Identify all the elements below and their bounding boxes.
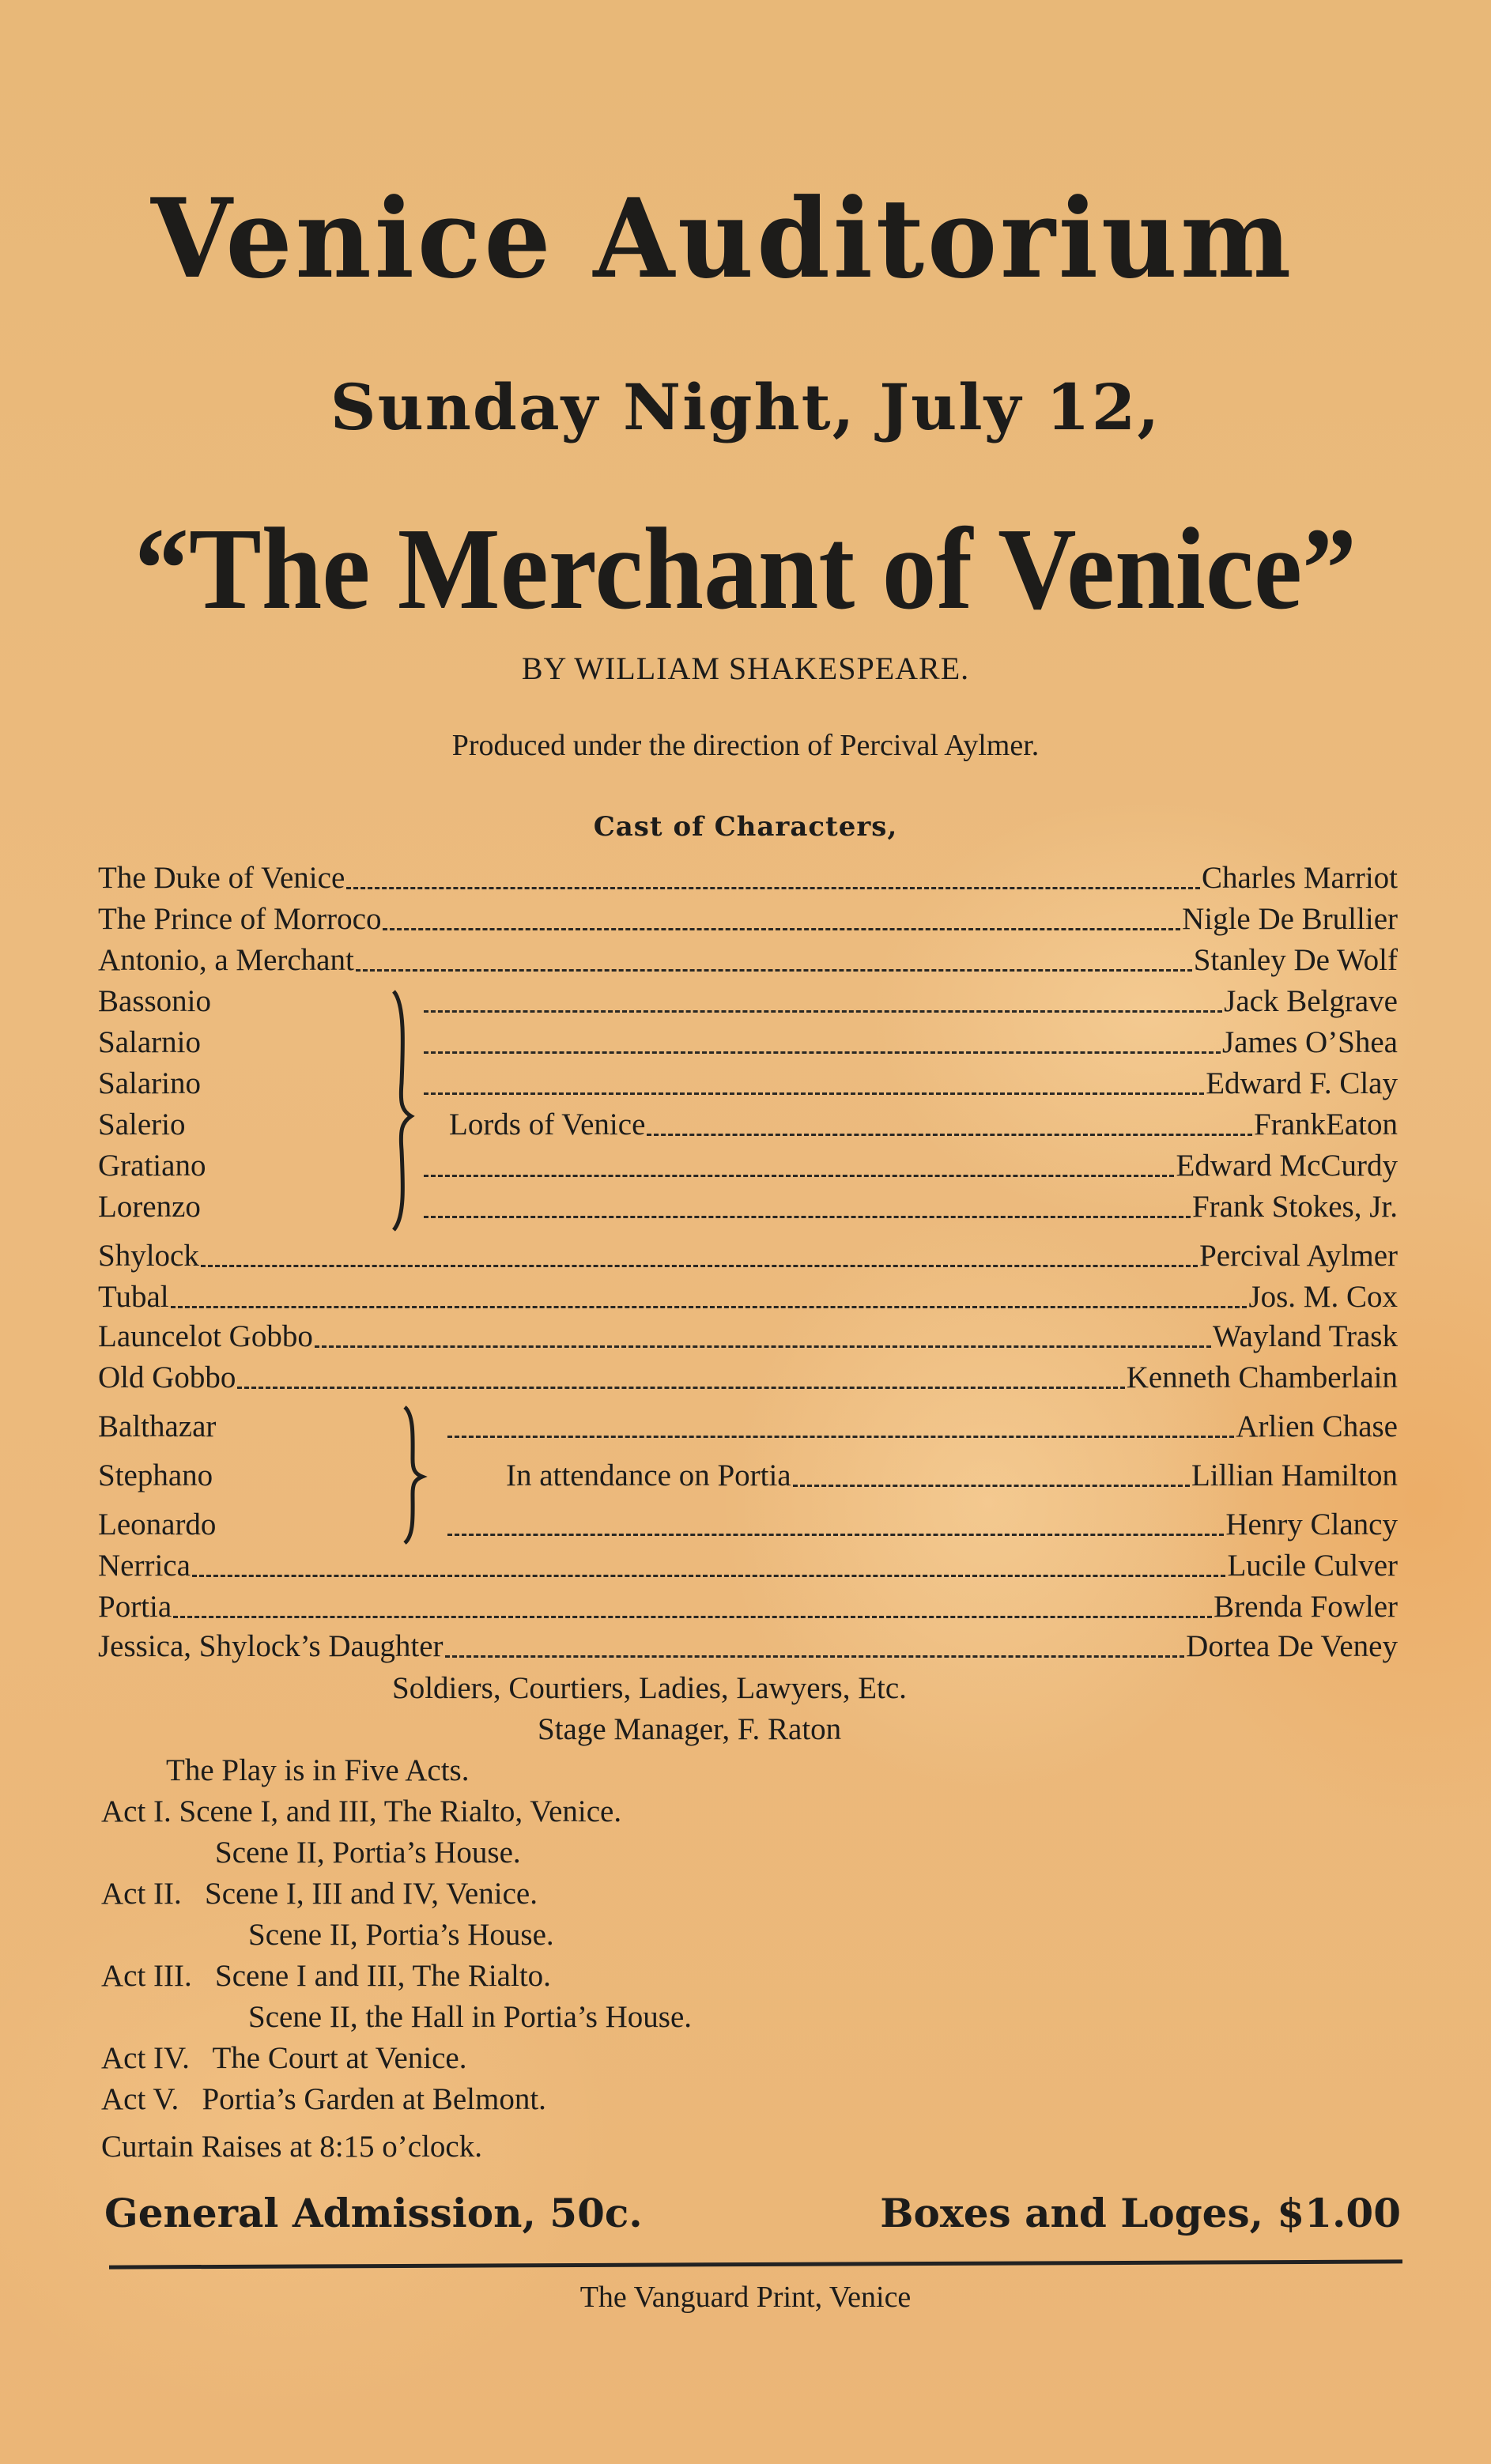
role-name: Old Gobbo: [98, 1360, 236, 1394]
cast-row: [98, 1107, 1398, 1143]
actor-name: Brenda Fowler: [1214, 1590, 1398, 1624]
cast-row: [98, 1238, 1398, 1274]
group-label: In attendance on Portia: [506, 1458, 791, 1492]
cast-row: [98, 1024, 1398, 1061]
play-title: “The Merchant of Venice”: [134, 504, 1357, 634]
dotted-leader: [793, 1485, 1190, 1487]
dotted-leader: [237, 1387, 1124, 1389]
role-name: Nerrica: [98, 1549, 191, 1583]
boxes-loges-price: Boxes and Loges, $1.00: [880, 2190, 1401, 2236]
role-name: Launcelot Gobbo: [98, 1319, 313, 1353]
role-name: Salarino: [98, 1066, 201, 1100]
actor-name: Charles Marriot: [1201, 861, 1398, 895]
cast-row: [98, 1628, 1398, 1665]
actor-name: Lucile Culver: [1227, 1549, 1398, 1583]
cast-row: [98, 1548, 1398, 1584]
cast-row: [98, 860, 1398, 896]
dotted-leader: [447, 1534, 1224, 1536]
actor-name: James O’Shea: [1221, 1025, 1398, 1059]
act-line: Scene II, the Hall in Portia’s House.: [248, 2000, 693, 2034]
divider-rule: [109, 2259, 1402, 2269]
dotted-leader: [171, 1306, 1248, 1308]
dotted-leader: [356, 969, 1192, 972]
actor-name: Percival Aylmer: [1199, 1239, 1398, 1273]
extras-line: Soldiers, Courtiers, Ladies, Lawyers, Etc.: [392, 1671, 907, 1705]
role-name: The Duke of Venice: [98, 861, 345, 895]
actor-name: Frank Stokes, Jr.: [1191, 1190, 1398, 1224]
role-name: The Prince of Morroco: [98, 902, 382, 936]
venue-title: Venice Auditorium: [150, 174, 1295, 303]
group-label: Lords of Venice: [449, 1107, 646, 1141]
general-admission-price: General Admission, 50c.: [104, 2190, 643, 2236]
dotted-leader: [192, 1575, 1226, 1577]
cast-row: [98, 1148, 1398, 1184]
act-line: Scene II, Portia’s House.: [248, 1918, 554, 1952]
printer-credit: The Vanguard Print, Venice: [579, 2281, 912, 2314]
dotted-leader: [424, 1010, 1222, 1013]
actor-name: Jos. M. Cox: [1248, 1280, 1398, 1314]
dotted-leader: [173, 1616, 1212, 1618]
role-name: Portia: [98, 1590, 172, 1624]
dotted-leader: [201, 1265, 1198, 1267]
actor-name: Kenneth Chamberlain: [1126, 1360, 1398, 1394]
act-line: Act II. Scene I, III and IV, Venice.: [101, 1877, 538, 1911]
role-name: Leonardo: [98, 1507, 217, 1541]
cast-row: [98, 983, 1398, 1020]
role-name: Balthazar: [98, 1409, 217, 1443]
actor-name: Edward McCurdy: [1176, 1149, 1398, 1183]
author-line: BY WILLIAM SHAKESPEARE.: [521, 651, 970, 686]
act-line: Scene II, Portia’s House.: [215, 1836, 521, 1870]
role-name: Jessica, Shylock’s Daughter: [98, 1629, 444, 1663]
dotted-leader: [424, 1216, 1191, 1218]
role-name: Salarnio: [98, 1025, 201, 1059]
actor-name: Lillian Hamilton: [1191, 1458, 1398, 1492]
cast-row: [98, 942, 1398, 979]
cast-row: [98, 901, 1398, 938]
curtain-time: Curtain Raises at 8:15 o’clock.: [101, 2130, 482, 2164]
date-line: Sunday Night, July 12,: [330, 370, 1161, 444]
cast-row: [98, 1589, 1398, 1625]
actor-name: FrankEaton: [1254, 1107, 1398, 1141]
cast-row: [98, 1066, 1398, 1102]
dotted-leader: [424, 1051, 1221, 1054]
role-name: Stephano: [98, 1458, 213, 1492]
cast-row: [98, 1409, 1398, 1445]
act-line: Act IV. The Court at Venice.: [101, 2041, 467, 2075]
dotted-leader: [383, 928, 1180, 930]
cast-row: [98, 1458, 1398, 1494]
actor-name: Edward F. Clay: [1206, 1066, 1398, 1100]
role-name: Lorenzo: [98, 1190, 201, 1224]
pricing-line: [104, 2188, 1401, 2239]
stage-manager-line: Stage Manager, F. Raton: [538, 1712, 842, 1746]
cast-row: [98, 1189, 1398, 1225]
dotted-leader: [346, 887, 1200, 889]
act-line: Act V. Portia’s Garden at Belmont.: [101, 2082, 546, 2116]
cast-heading: Cast of Characters,: [593, 811, 898, 843]
director-line: Produced under the direction of Percival Aylmer.: [451, 729, 1040, 762]
role-name: Shylock: [98, 1239, 199, 1273]
role-name: Tubal: [98, 1280, 169, 1314]
cast-row: [98, 1319, 1398, 1355]
cast-row: [98, 1279, 1398, 1315]
dotted-leader: [424, 1092, 1204, 1095]
act-line: Act I. Scene I, and III, The Rialto, Venice.: [101, 1794, 622, 1828]
cast-row: [98, 1360, 1398, 1396]
role-name: Antonio, a Merchant: [98, 943, 354, 977]
act-line: Act III. Scene I and III, The Rialto.: [101, 1959, 551, 1993]
actor-name: Wayland Trask: [1212, 1319, 1398, 1353]
dotted-leader: [647, 1134, 1252, 1136]
actor-name: Arlien Chase: [1236, 1409, 1398, 1443]
actor-name: Dortea De Veney: [1186, 1629, 1398, 1663]
dotted-leader: [447, 1436, 1234, 1438]
actor-name: Stanley De Wolf: [1193, 943, 1398, 977]
actor-name: Henry Clancy: [1225, 1507, 1398, 1541]
role-name: Bassonio: [98, 984, 212, 1018]
actor-name: Nigle De Brullier: [1182, 902, 1398, 936]
acts-intro: The Play is in Five Acts.: [166, 1753, 470, 1787]
role-name: Gratiano: [98, 1149, 206, 1183]
dotted-leader: [424, 1175, 1174, 1177]
cast-row: [98, 1507, 1398, 1543]
dotted-leader: [445, 1655, 1185, 1658]
role-name: Salerio: [98, 1107, 186, 1141]
actor-name: Jack Belgrave: [1224, 984, 1398, 1018]
dotted-leader: [315, 1345, 1211, 1348]
